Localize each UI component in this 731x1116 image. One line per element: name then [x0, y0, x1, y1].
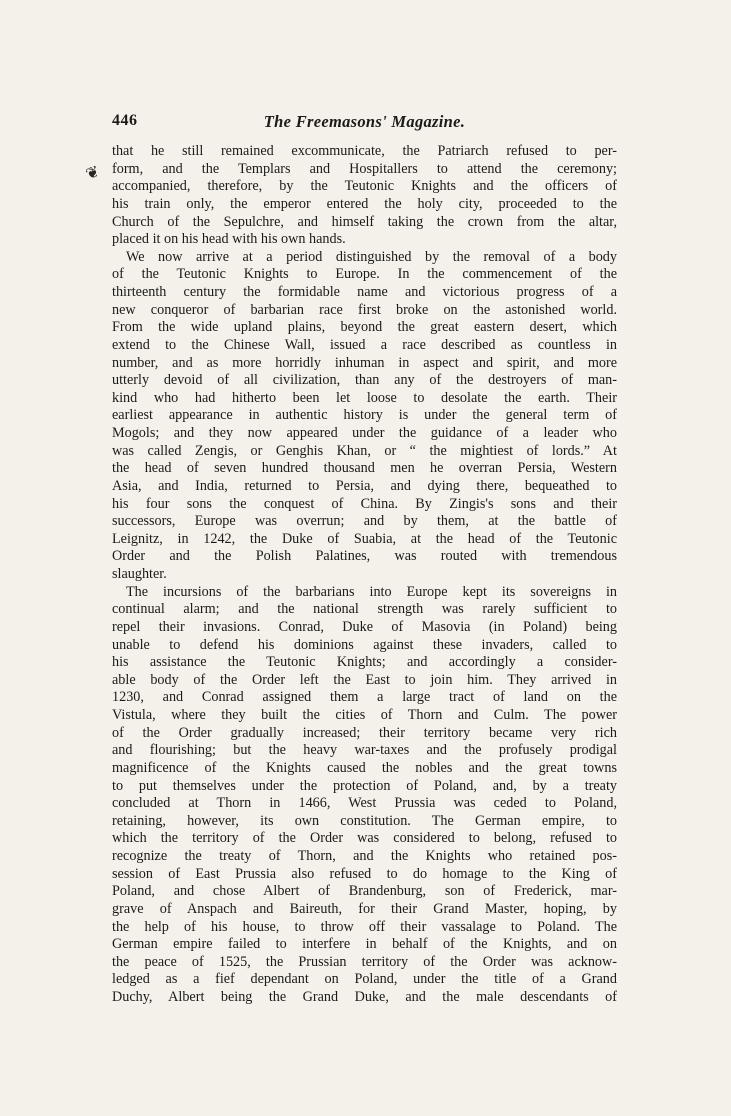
text-line: earliest appearance in authentic history is under the general term of — [112, 407, 617, 424]
text-line: unable to defend his dominions against these invaders, called to — [112, 636, 617, 653]
text-line: Poland, and chose Albert of Brandenburg, son of Frederick, mar- — [112, 883, 617, 900]
text-line: new conqueror of barbarian race first broke on the astonished world. — [112, 301, 617, 318]
text-line: of the Teutonic Knights to Europe. In the commencement of the — [112, 266, 617, 283]
text-line: retaining, however, its own constitution. The German empire, to — [112, 812, 617, 829]
text-line: placed it on his head with his own hands. — [112, 231, 346, 248]
text-line: Mogols; and they now appeared under the guidance of a leader who — [112, 425, 617, 441]
text-line: session of East Prussia also refused to do homage to the King of — [112, 865, 617, 882]
text-line: repel their invasions. Conrad, Duke of Masovia (in Poland) being — [112, 618, 617, 635]
text-line: The incursions of the barbarians into Europe kept its sovereigns in — [126, 583, 617, 600]
text-line: his assistance the Teutonic Knights; and accordingly a consider- — [112, 654, 617, 671]
text-line: thirteenth century the formidable name and victorious progress of a — [112, 284, 617, 300]
paragraph-1 — [112, 143, 617, 249]
text-line: and flourishing; but the heavy war-taxes and the profusely prodigal — [112, 742, 617, 759]
text-line: 1230, and Conrad assigned them a large tract of land on the — [112, 689, 617, 706]
text-line: able body of the Order left the East to join him. They arrived in — [112, 671, 617, 688]
text-line: of the Order gradually increased; their territory became very rich — [112, 724, 617, 741]
text-line: accompanied, therefore, by the Teutonic Knights and the officers of — [112, 178, 617, 195]
text-line: Vistula, where they built the cities of Thorn and Culm. The power — [112, 707, 617, 723]
margin-ornament-icon: ❦ — [83, 163, 103, 184]
text-line: Duchy, Albert being the Grand Duke, and the male descendants of — [112, 989, 617, 1005]
text-line: successors, Europe was overrun; and by them, at the battle of — [112, 513, 617, 530]
text-line: continual alarm; and the national strength was rarely sufficient to — [112, 601, 617, 618]
text-line: magnificence of the Knights caused the nobles and the great towns — [112, 759, 617, 776]
text-line: slaughter. — [112, 566, 167, 582]
text-line: utterly devoid of all civilization, than any of the destroyers of man- — [112, 372, 617, 389]
text-line: which the territory of the Order was considered to belong, refused to — [112, 830, 617, 847]
text-line: Asia, and India, returned to Persia, and dying there, bequeathed to — [112, 477, 617, 494]
text-line: We now arrive at a period distinguished by the removal of a body — [126, 248, 617, 265]
text-line: his train only, the emperor entered the holy city, proceeded to the — [112, 195, 617, 212]
text-line: kind who had hitherto been let loose to desolate the earth. Their — [112, 389, 617, 406]
text-line: recognize the treaty of Thorn, and the Knights who retained pos- — [112, 848, 617, 864]
text-line: form, and the Templars and Hospitallers to attend the ceremony; — [112, 160, 617, 177]
text-line: Leignitz, in 1242, the Duke of Suabia, at the head of the Teutonic — [112, 530, 617, 547]
text-line: Church of the Sepulchre, and himself taking the crown from the altar, — [112, 213, 617, 230]
text-line: extend to the Chinese Wall, issued a race described as countless in — [112, 336, 617, 353]
text-line: ledged as a fief dependant on Poland, under the title of a Grand — [112, 971, 617, 988]
text-line: German empire failed to interfere in behalf of the Knights, and on — [112, 936, 617, 953]
text-line: number, and as more horridly inhuman in aspect and spirit, and more — [112, 354, 617, 371]
text-line: From the wide upland plains, beyond the great eastern desert, which — [112, 319, 617, 336]
running-title: The Freemasons' Magazine. — [263, 112, 466, 131]
text-line: the head of seven hundred thousand men he overran Persia, Western — [112, 460, 617, 477]
paragraph-3 — [112, 584, 617, 1007]
page-number: 446 — [112, 112, 138, 129]
text-line: Order and the Polish Palatines, was routed with tremendous — [112, 548, 617, 565]
article-body — [112, 143, 617, 1007]
text-line: the help of his house, to throw off their vassalage to Poland. The — [112, 918, 617, 935]
paragraph-2 — [112, 249, 617, 584]
page-header — [112, 112, 617, 136]
text-line: concluded at Thorn in 1466, West Prussia was ceded to Poland, — [112, 795, 617, 812]
text-line: that he still remained excommunicate, the Patriarch refused to per- — [112, 143, 617, 159]
text-line: was called Zengis, or Genghis Khan, or “ the mightiest of lords.” At — [112, 442, 617, 459]
text-line: grave of Anspach and Baireuth, for their Grand Master, hoping, by — [112, 900, 617, 917]
text-line: to put themselves under the protection of Poland, and, by a treaty — [112, 777, 617, 794]
text-line: the peace of 1525, the Prussian territory of the Order was acknow- — [112, 953, 617, 970]
text-line: his four sons the conquest of China. By Zingis's sons and their — [112, 495, 617, 512]
